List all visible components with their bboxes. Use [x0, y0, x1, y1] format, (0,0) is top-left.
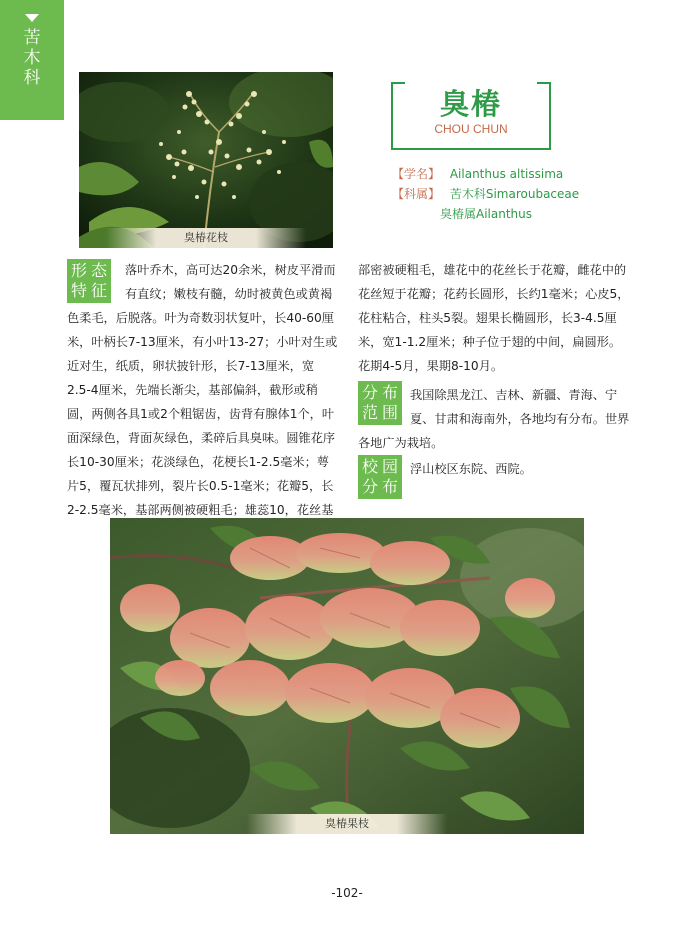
badge-char: 态 [90, 261, 107, 280]
text-line: 各地广为栽培。 [358, 436, 444, 450]
title-frame [391, 82, 551, 150]
badge-char: 特 [70, 281, 87, 300]
text-line: 有直纹；嫩枝有髓，幼时被黄色或黄褐 [125, 287, 333, 301]
family-value: 苦木科Simaroubaceae [449, 187, 580, 201]
text-line: 色柔毛，后脱落。叶为奇数羽状复叶，长40-60厘 [67, 311, 334, 325]
text-line: 2.5-4厘米，先端长渐尖，基部偏斜，截形或稍 [67, 383, 318, 397]
badge-char: 校 [361, 457, 378, 476]
flower-branch-photo [79, 72, 333, 248]
morphology-text [67, 258, 337, 522]
badge-char: 布 [381, 383, 398, 402]
text-line: 米，叶柄长7-13厘米，有小叶13-27；小叶对生或 [67, 335, 338, 349]
text-line: 近对生，纸质，卵状披针形，长7-13厘米，宽 [67, 359, 315, 373]
text-line: 花期4-5月，果期8-10月。 [358, 359, 504, 373]
badge-char: 布 [381, 477, 398, 496]
photo-caption: 臭椿花枝 [106, 228, 306, 248]
category-label: 苦木科 [23, 28, 41, 88]
badge-char: 形 [70, 261, 87, 280]
text-line: 2-2.5毫米，基部两侧被硬粗毛；雄蕊10，花丝基 [67, 503, 334, 517]
photo-caption: 臭椿果枝 [247, 814, 447, 834]
family-row [392, 184, 579, 204]
morphology-text-continued [358, 258, 632, 378]
text-line: 面深绿色，背面灰绿色，柔碎后具臭味。圆锥花序 [67, 431, 336, 445]
family-key: 【科属】 [392, 187, 441, 201]
scientific-name-key: 【学名】 [392, 167, 441, 181]
text-line: 我国除黑龙江、吉林、新疆、青海、宁 [410, 388, 618, 402]
scientific-name-row [392, 164, 579, 184]
text-line: 夏、甘肃和海南外，各地均有分布。世界 [410, 412, 630, 426]
text-line: 落叶乔木，高可达20余米，树皮平滑而 [125, 263, 336, 277]
badge-char: 园 [381, 457, 398, 476]
text-line: 圆，两侧各具1或2个粗锯齿，齿背有腺体1个，叶 [67, 407, 335, 421]
badge-char: 分 [361, 383, 378, 402]
fruit-branch-photo [110, 518, 584, 834]
title-frame-bottom [391, 148, 551, 150]
genus-value: 臭椿属Ailanthus [440, 207, 533, 221]
category-side-tab [0, 0, 64, 120]
triangle-down-icon [25, 14, 39, 22]
distribution-text [358, 383, 632, 455]
text-line: 片5，覆瓦状排列，裂片长0.5-1毫米；花瓣5，长 [67, 479, 334, 493]
text-line: 花柱粘合，柱头5裂。翅果长椭圆形，长3-4.5厘 [358, 311, 617, 325]
text-line: 花丝短于花瓣；花药长圆形，长约1毫米；心皮5， [358, 287, 630, 301]
species-title: 臭椿 [439, 87, 502, 121]
species-pinyin: CHOU CHUN [434, 122, 508, 136]
taxonomy-info [392, 164, 579, 224]
flower-branch-image [79, 72, 333, 248]
text-line: 部密被硬粗毛，雄花中的花丝长于花瓣，雌花中的 [358, 263, 627, 277]
page-number: -102- [331, 886, 363, 900]
campus-distribution-text [358, 457, 632, 481]
badge-char: 征 [90, 281, 107, 300]
fruit-branch-image [110, 518, 584, 834]
badge-char: 范 [361, 403, 378, 422]
scientific-name-value: Ailanthus altissima [449, 167, 564, 181]
badge-char: 围 [381, 403, 398, 422]
badge-char: 分 [361, 477, 378, 496]
text-line: 米，宽1-1.2厘米；种子位于翅的中间，扁圆形。 [358, 335, 622, 349]
text-line: 浮山校区东院、西院。 [410, 462, 532, 476]
text-line: 长10-30厘米；花淡绿色，花梗长1-2.5毫米；萼 [67, 455, 329, 469]
